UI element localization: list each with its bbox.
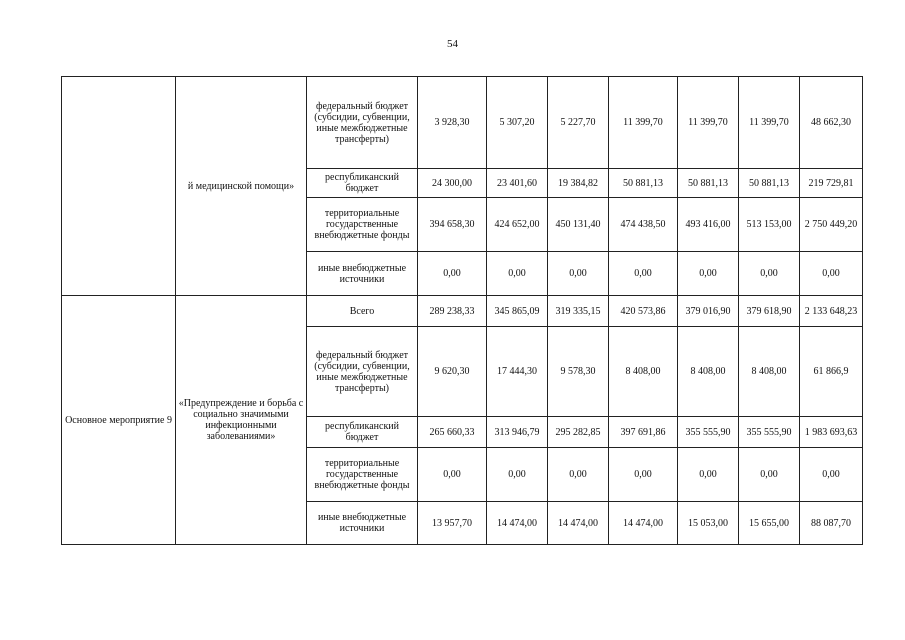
- value-cell: 14 474,00: [609, 502, 678, 545]
- value-cell: 8 408,00: [678, 327, 739, 417]
- source-cell: иные внебюджетные источники: [307, 252, 418, 296]
- value-cell: 9 620,30: [418, 327, 487, 417]
- source-cell: республиканский бюджет: [307, 417, 418, 448]
- source-cell: федеральный бюджет (субсидии, субвенции, иные межбюджетные трансферты): [307, 77, 418, 169]
- source-cell: Всего: [307, 296, 418, 327]
- source-cell: территориальные государственные внебюджетные фонды: [307, 448, 418, 502]
- page-number: 54: [447, 38, 458, 50]
- value-cell: 0,00: [678, 448, 739, 502]
- table-row: [62, 77, 863, 169]
- value-cell: 1 983 693,63: [800, 417, 863, 448]
- value-cell: 0,00: [739, 448, 800, 502]
- value-cell: 0,00: [487, 448, 548, 502]
- value-cell: 15 053,00: [678, 502, 739, 545]
- value-cell: 0,00: [418, 448, 487, 502]
- value-cell: 2 750 449,20: [800, 198, 863, 252]
- value-cell: 394 658,30: [418, 198, 487, 252]
- value-cell: 13 957,70: [418, 502, 487, 545]
- program-name-cell: й медицинской помощи»: [176, 77, 307, 296]
- status-cell: Основное мероприятие 9: [62, 296, 176, 545]
- value-cell: 0,00: [548, 252, 609, 296]
- value-cell: 8 408,00: [739, 327, 800, 417]
- value-cell: 450 131,40: [548, 198, 609, 252]
- value-cell: 355 555,90: [678, 417, 739, 448]
- value-cell: 493 416,00: [678, 198, 739, 252]
- value-cell: 513 153,00: [739, 198, 800, 252]
- value-cell: 397 691,86: [609, 417, 678, 448]
- source-cell: территориальные государственные внебюджетные фонды: [307, 198, 418, 252]
- status-cell: [62, 77, 176, 296]
- value-cell: 0,00: [609, 448, 678, 502]
- value-cell: 2 133 648,23: [800, 296, 863, 327]
- value-cell: 14 474,00: [487, 502, 548, 545]
- value-cell: 5 307,20: [487, 77, 548, 169]
- source-cell: республиканский бюджет: [307, 169, 418, 198]
- value-cell: 313 946,79: [487, 417, 548, 448]
- value-cell: 0,00: [487, 252, 548, 296]
- table-row: [62, 296, 863, 327]
- value-cell: 17 444,30: [487, 327, 548, 417]
- value-cell: 424 652,00: [487, 198, 548, 252]
- value-cell: 24 300,00: [418, 169, 487, 198]
- value-cell: 0,00: [418, 252, 487, 296]
- value-cell: 61 866,9: [800, 327, 863, 417]
- value-cell: 295 282,85: [548, 417, 609, 448]
- value-cell: 0,00: [678, 252, 739, 296]
- value-cell: 88 087,70: [800, 502, 863, 545]
- value-cell: 0,00: [800, 448, 863, 502]
- value-cell: 379 016,90: [678, 296, 739, 327]
- value-cell: 0,00: [609, 252, 678, 296]
- value-cell: 5 227,70: [548, 77, 609, 169]
- value-cell: 50 881,13: [609, 169, 678, 198]
- value-cell: 345 865,09: [487, 296, 548, 327]
- value-cell: 48 662,30: [800, 77, 863, 169]
- value-cell: 9 578,30: [548, 327, 609, 417]
- value-cell: 355 555,90: [739, 417, 800, 448]
- value-cell: 219 729,81: [800, 169, 863, 198]
- value-cell: 11 399,70: [739, 77, 800, 169]
- budget-table: [61, 76, 863, 545]
- value-cell: 3 928,30: [418, 77, 487, 169]
- program-name-cell: «Предупреждение и борьба с социально значимыми инфекционными заболеваниями»: [176, 296, 307, 545]
- value-cell: 0,00: [739, 252, 800, 296]
- value-cell: 474 438,50: [609, 198, 678, 252]
- value-cell: 420 573,86: [609, 296, 678, 327]
- value-cell: 19 384,82: [548, 169, 609, 198]
- value-cell: 23 401,60: [487, 169, 548, 198]
- value-cell: 289 238,33: [418, 296, 487, 327]
- value-cell: 50 881,13: [739, 169, 800, 198]
- source-cell: федеральный бюджет (субсидии, субвенции, иные межбюджетные трансферты): [307, 327, 418, 417]
- value-cell: 15 655,00: [739, 502, 800, 545]
- value-cell: 319 335,15: [548, 296, 609, 327]
- source-cell: иные внебюджетные источники: [307, 502, 418, 545]
- value-cell: 8 408,00: [609, 327, 678, 417]
- value-cell: 379 618,90: [739, 296, 800, 327]
- value-cell: 11 399,70: [609, 77, 678, 169]
- value-cell: 0,00: [548, 448, 609, 502]
- value-cell: 265 660,33: [418, 417, 487, 448]
- value-cell: 11 399,70: [678, 77, 739, 169]
- value-cell: 50 881,13: [678, 169, 739, 198]
- value-cell: 0,00: [800, 252, 863, 296]
- value-cell: 14 474,00: [548, 502, 609, 545]
